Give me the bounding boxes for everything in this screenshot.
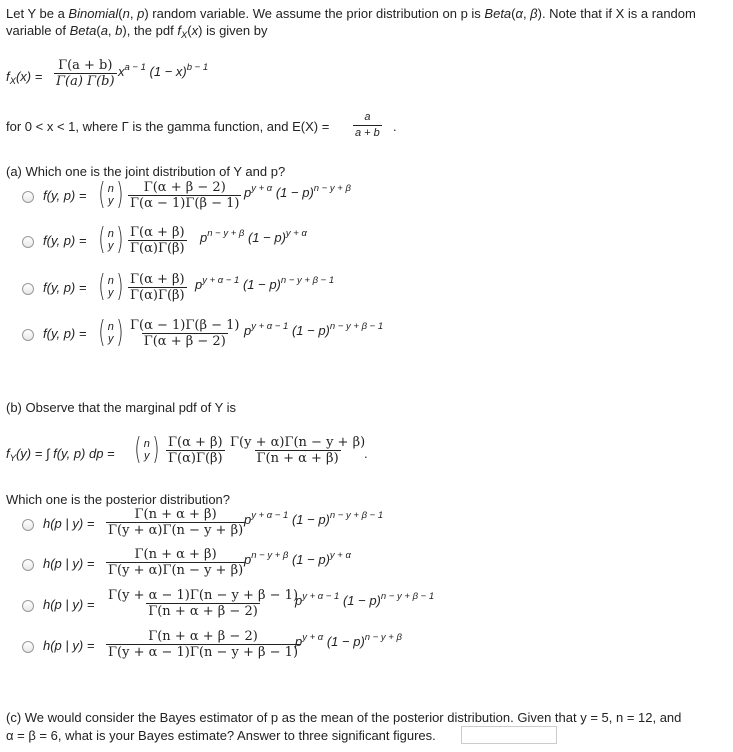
binomial-coefficient: ( n y ) xyxy=(134,432,160,467)
part-b-option-1-num: Γ(n + α + β) xyxy=(134,507,217,522)
marginal-den-1: Γ(α)Γ(β) xyxy=(168,451,223,466)
part-b-option-3-num: Γ(y + α − 1)Γ(n − y + β − 1) xyxy=(108,588,299,603)
part-b-option-4-tail: $p^{y + \alpha}$ $(1 - p)^{n - y + \beta}$ xyxy=(295,632,402,649)
marginal-fraction-1 xyxy=(166,435,225,466)
posterior-question: Which one is the posterior distribution? xyxy=(6,492,231,507)
part-b-option-1-lhs: h(p | y) = xyxy=(43,516,95,531)
marginal-num-1: Γ(α + β) xyxy=(168,435,223,450)
part-a-option-2-radio[interactable] xyxy=(22,236,34,248)
intro-line-3: for 0 < x < 1, where Γ is the gamma function, and E(X) = xyxy=(6,119,330,134)
part-a-option-2-fraction xyxy=(128,225,187,256)
part-b-option-4-radio[interactable] xyxy=(22,641,34,653)
part-b-question: (b) Observe that the marginal pdf of Y is xyxy=(6,400,237,415)
pdf-fraction xyxy=(54,58,117,89)
part-a-option-3-den: Γ(α)Γ(β) xyxy=(130,288,185,303)
binomial-coefficient: ( n y ) xyxy=(98,315,124,350)
marginal-fraction-2 xyxy=(228,435,367,466)
part-a-option-4-tail: $p^{y + \alpha - 1}$ $(1 - p)^{n - y + \beta - 1}$ xyxy=(244,321,384,338)
part-a-option-3-num: Γ(α + β) xyxy=(130,272,185,287)
intro-line-1: Let Y be a Binomial(n, p) random variable. We assume the prior distribution on p is Beta(α, β). Note that if X is a random xyxy=(6,6,696,21)
part-b-option-1-radio[interactable] xyxy=(22,519,34,531)
part-b-option-3-lhs: h(p | y) = xyxy=(43,597,95,612)
part-b-option-2-fraction xyxy=(106,547,245,578)
part-a-option-1-lhs: f(y, p) = xyxy=(43,188,87,203)
part-b-option-1-tail: $p^{y + \alpha - 1}$ $(1 - p)^{n - y + \beta - 1}$ xyxy=(244,510,384,527)
part-b-option-2-den: Γ(y + α)Γ(n − y + β) xyxy=(108,563,244,578)
part-a-option-1-num: Γ(α + β − 2) xyxy=(143,180,226,195)
ex-fraction xyxy=(353,110,382,141)
part-b-option-2-lhs: h(p | y) = xyxy=(43,556,95,571)
intro-line-2: variable of Beta(a, b), the pdf $f_X(x)$ is given by xyxy=(6,23,268,41)
marginal-den-2: Γ(n + α + β) xyxy=(256,451,339,466)
binomial-coefficient: ( n y ) xyxy=(98,269,124,304)
binomial-coefficient: ( n y ) xyxy=(98,222,124,257)
part-b-option-3-fraction xyxy=(106,588,300,619)
part-b-option-4-lhs: h(p | y) = xyxy=(43,638,95,653)
part-a-option-2-lhs: f(y, p) = xyxy=(43,233,87,248)
part-b-option-4-num: Γ(n + α + β − 2) xyxy=(148,629,258,644)
pdf-denominator: Γ(a) Γ(b) xyxy=(56,74,115,89)
pdf-numerator: Γ(a + b) xyxy=(58,58,113,73)
part-b-option-3-radio[interactable] xyxy=(22,600,34,612)
marginal-lhs: $f_Y(y)$ = ∫ f(y, p) dp = xyxy=(6,446,115,464)
part-a-question: (a) Which one is the joint distribution of Y and p? xyxy=(6,164,286,179)
part-a-option-1-den: Γ(α − 1)Γ(β − 1) xyxy=(130,196,240,211)
part-a-option-4-den: Γ(α + β − 2) xyxy=(143,334,226,349)
binomial-coefficient: ( n y ) xyxy=(98,177,124,212)
part-b-option-3-tail: $p^{y + \alpha - 1}$ $(1 - p)^{n - y + \beta - 1}$ xyxy=(295,591,435,608)
part-a-option-3-fraction xyxy=(128,272,187,303)
part-b-option-3-den: Γ(n + α + β − 2) xyxy=(148,604,258,619)
marginal-num-2: Γ(y + α)Γ(n − y + β) xyxy=(230,435,366,450)
part-a-option-3-lhs: f(y, p) = xyxy=(43,280,87,295)
part-a-option-4-radio[interactable] xyxy=(22,329,34,341)
part-a-option-4-num: Γ(α − 1)Γ(β − 1) xyxy=(130,318,240,333)
ex-period: . xyxy=(393,119,397,134)
part-a-option-1-radio[interactable] xyxy=(22,191,34,203)
part-a-option-1-fraction xyxy=(128,180,241,211)
part-b-option-1-fraction xyxy=(106,507,245,538)
ex-numerator: a xyxy=(364,111,371,123)
part-b-option-2-num: Γ(n + α + β) xyxy=(134,547,217,562)
part-c-line-1: (c) We would consider the Bayes estimator of p as the mean of the posterior distribution. Given that y = 5, n = 12, and xyxy=(6,710,682,725)
bayes-estimate-input[interactable] xyxy=(461,726,557,744)
part-a-option-1-tail: $p^{y + \alpha}$ $(1 - p)^{n - y + \beta}$ xyxy=(244,183,351,200)
part-c-line-2: α = β = 6, what is your Bayes estimate? Answer to three significant figures. xyxy=(6,728,436,743)
part-b-option-2-radio[interactable] xyxy=(22,559,34,571)
part-a-option-2-den: Γ(α)Γ(β) xyxy=(130,241,185,256)
part-b-option-4-den: Γ(y + α − 1)Γ(n − y + β − 1) xyxy=(108,645,299,660)
marginal-period: . xyxy=(364,446,368,461)
pdf-tail: $x^{a - 1}$ $(1 - x)^{b - 1}$ xyxy=(118,62,209,79)
part-b-option-1-den: Γ(y + α)Γ(n − y + β) xyxy=(108,523,244,538)
part-a-option-4-lhs: f(y, p) = xyxy=(43,326,87,341)
part-a-option-3-tail: $p^{y + \alpha - 1}$ $(1 - p)^{n - y + \beta - 1}$ xyxy=(195,275,335,292)
part-a-option-4-fraction xyxy=(128,318,241,349)
part-a-option-2-tail: $p^{n - y + \beta}$ $(1 - p)^{y + \alpha}$ xyxy=(200,228,307,245)
pdf-lhs: $f_X(x)$ = xyxy=(6,69,43,87)
part-a-option-2-num: Γ(α + β) xyxy=(130,225,185,240)
part-a-option-3-radio[interactable] xyxy=(22,283,34,295)
part-b-option-4-fraction xyxy=(106,629,300,660)
ex-denominator: a + b xyxy=(355,127,380,139)
part-b-option-2-tail: $p^{n - y + \beta}$ $(1 - p)^{y + \alpha}$ xyxy=(244,550,351,567)
